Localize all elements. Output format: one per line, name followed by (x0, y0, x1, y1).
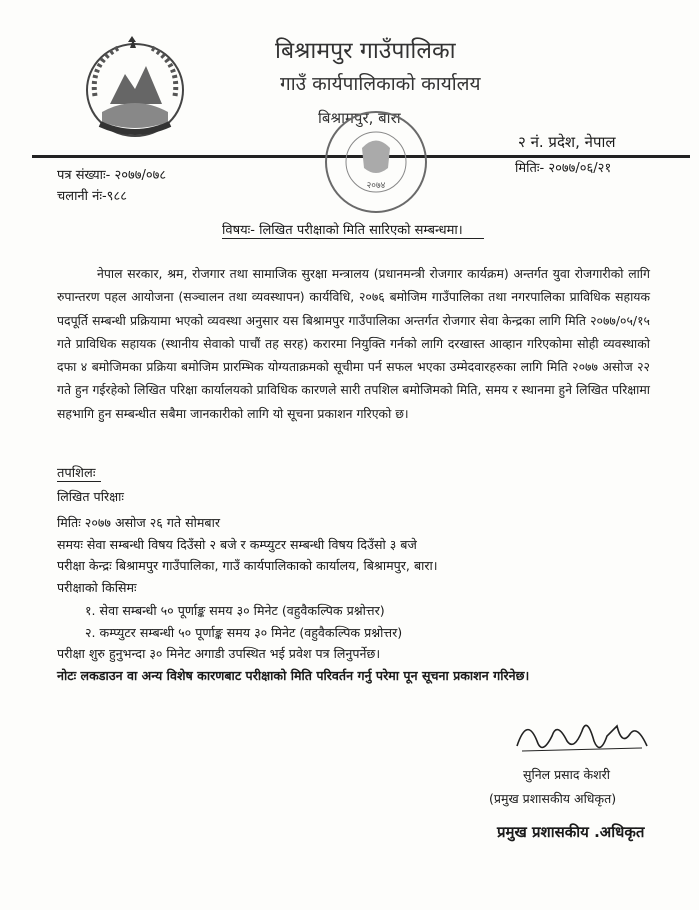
signer-title: (प्रमुख प्रशासकीय अधिकृत) (489, 791, 617, 806)
details-heading: तपशिलः (57, 466, 96, 481)
office-seal-stamp-icon (322, 108, 430, 216)
signer-name: सुनिल प्रसाद केशरी (523, 767, 610, 782)
reference-number: पत्र संख्याः- २०७७/०७८ (57, 168, 167, 183)
exam-types-heading: परीक्षाको किसिमः (57, 580, 137, 595)
subject-underline (222, 238, 484, 239)
nepal-government-emblem-icon (80, 34, 190, 144)
handwritten-signature-icon (512, 706, 652, 766)
exam-date: मितिः २०७७ असोज २६ गते सोमबार (57, 515, 221, 530)
exam-title: लिखित परिक्षाः (57, 489, 124, 504)
letter-date: मितिः- २०७७/०६/२१ (515, 161, 612, 176)
office-subtitle: गाउँ कार्यपालिकाको कार्यालय (280, 73, 481, 95)
exam-venue: परीक्षा केन्द्रः बिश्रामपुर गाउँपालिका, गाउँ कार्यपालिकाको कार्यालय, बिश्रामपुर, बारा। (57, 558, 438, 573)
exam-type-item: २. कम्प्युटर सम्बन्धी ५० पूर्णाङ्क समय ३० मिनेट (वहुवैकल्पिक प्रश्नोत्तर) (85, 625, 403, 640)
admit-card-note: परीक्षा शुरु हुनुभन्दा ३० मिनेट अगाडी उपस्थित भई प्रवेश पत्र लिनुपर्नेछ। (57, 646, 381, 661)
footnote: नोटः लकडाउन वा अन्य विशेष कारणबाट परीक्षाको मिति परिवर्तन गर्नु परेमा पून सूचना प्रकाशन गरिनेछ। (57, 668, 530, 683)
dispatch-number: चलानी नंः-९८८ (57, 189, 127, 204)
body-paragraph: नेपाल सरकार, श्रम, रोजगार तथा सामाजिक सुरक्षा मन्त्रालय (प्रधानमन्त्री रोजगार कार्यक्रम) अन्तर्गत युवा रोजगारीको लागि रुपान्तरण पहल आयोजना (सञ्चालन तथा व्यवस्थापन) कार्यविधि, २०७६ बमोजिम गाउँपालिका तथा नगरपालिका प्राविधिक सहायक पदपूर्ति सम्बन्धी प्रक्रियामा भएको व्यवस्था अनुसार यस बिश्रामपुर गाउँपालिका अन्तर्गत रोजगार सेवा केन्द्रका लागि मिति २०७७/०५/१५ गते प्राविधिक सहायक (स्थानीय सेवाको पाचौं तह सरह) करारमा नियुक्ति गर्नको लागि दरखास्त आव्हान गरिएकोमा सोही व्यवस्थाको दफा ४ बमोजिमका प्रक्रिया बमोजिम प्रारम्भिक योग्यताक्रमको सूचीमा पर्न सफल भएका उम्मेदवारहरुका लागि मिति २०७७ असोज २२ गते हुन गईरहेको लिखित परिक्षा कार्यालयको प्राविधिक कारणले सारी तपशिल बमोजिमको मिति, समय र स्थानमा हुने लिखित परिक्षामा सहभागि हुन सम्बन्धीत सबैमा जानकारीको लागि यो सूचना प्रकाशन गरिएको छ। (57, 266, 650, 421)
office-name: बिश्रामपुर गाउँपालिका (275, 38, 456, 64)
province-label: २ नं. प्रदेश, नेपाल (518, 133, 616, 151)
exam-time: समयः सेवा सम्बन्धी विषय दिउँसो २ बजे र कम्प्युटर सम्बन्धी विषय दिउँसो ३ बजे (57, 537, 417, 552)
office-address: बिश्रामपुर, बारा (318, 109, 401, 127)
designation-stamp: प्रमुख प्रशासकीय .अधिकृत (497, 823, 645, 841)
exam-type-item: १. सेवा सम्बन्धी ५० पूर्णाङ्क समय ३० मिनेट (वहुवैकल्पिक प्रश्नोत्तर) (85, 603, 385, 618)
subject-line: विषयः- लिखित परीक्षाको मिति सारिएको सम्बन्धमा। (222, 223, 463, 238)
svg-text:२०७४: २०७४ (366, 181, 386, 191)
details-underline (57, 481, 101, 482)
